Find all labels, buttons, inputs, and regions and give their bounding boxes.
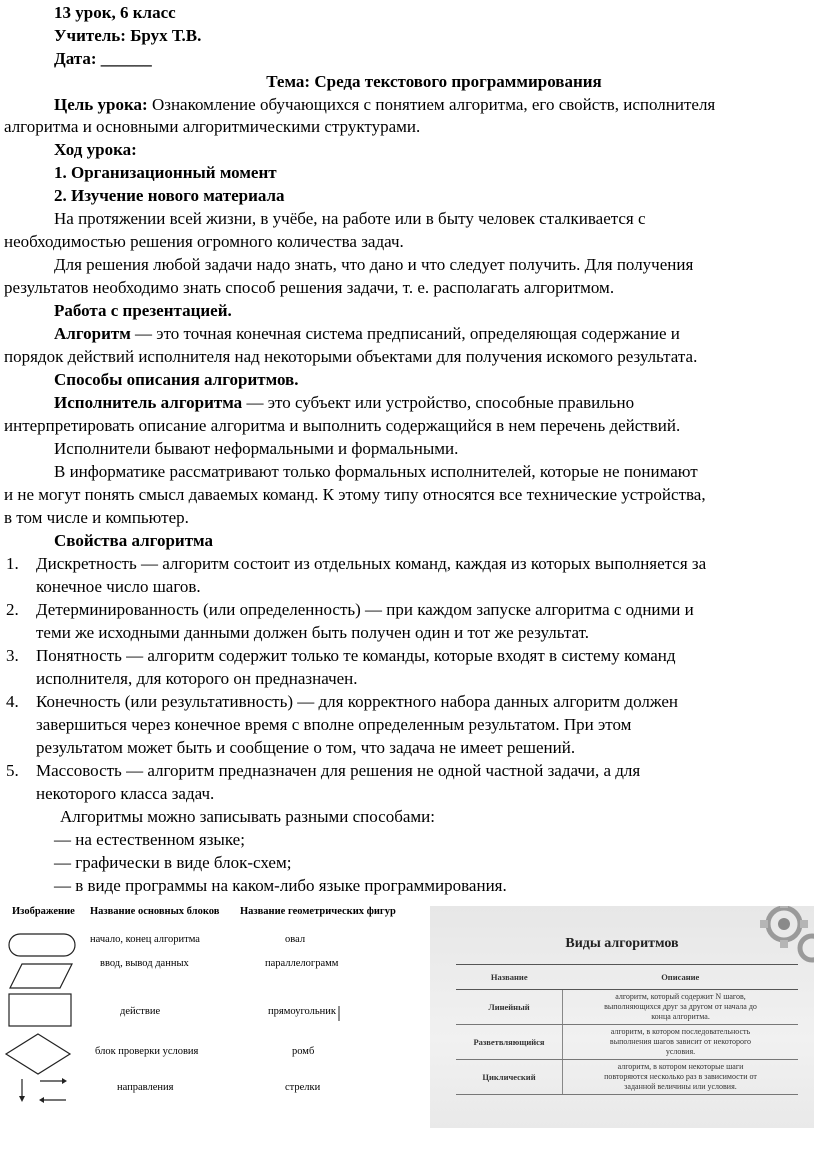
property-text: Детерминированность (или определенность) — при каждом запуске алгоритма с одними и: [36, 600, 694, 619]
goal-text-line2: алгоритма и основными алгоритмическими структурами.: [4, 117, 421, 136]
oval-shape: [9, 934, 75, 956]
figure-name: прямоугольник: [268, 1006, 336, 1017]
figure-name: параллелограмм: [265, 958, 339, 969]
description-line: выполнения шагов зависит от некоторого: [609, 1037, 752, 1046]
presentation-heading: Работа с презентацией.: [54, 301, 232, 320]
properties-heading: Свойства алгоритма: [54, 531, 214, 550]
ways-intro: Алгоритмы можно записывать разными способами:: [60, 807, 436, 826]
block-name: действие: [120, 1006, 161, 1017]
flowchart-blocks-figure: [0, 896, 410, 1126]
rhombus-shape: [6, 1034, 70, 1074]
figure-name: ромб: [292, 1046, 315, 1057]
property-text-cont: результатом может быть и сообщение о том, что задача не имеет решений.: [36, 738, 576, 757]
goal-paragraph: [54, 94, 715, 116]
description-line: условия.: [665, 1047, 696, 1056]
table-row: [456, 1025, 798, 1060]
description-line: выполняющихся друг за другом от начала до: [604, 1002, 757, 1011]
algorithm-types-slide: [430, 906, 814, 1128]
rectangle-shape: [9, 994, 71, 1026]
property-text: Конечность (или результативность) — для корректного набора данных алгоритм должен: [36, 692, 678, 711]
informatics-line3: в том числе и компьютер.: [4, 508, 189, 527]
description-line: алгоритм, в котором некоторые шаги: [617, 1062, 744, 1071]
algorithm-type-description: [563, 990, 799, 1025]
property-text-cont: некоторого класса задач.: [36, 784, 215, 803]
description-line: алгоритм, который содержит N шагов,: [615, 992, 746, 1001]
paragraph-1-line2: необходимостью решения огромного количества задач.: [4, 232, 404, 251]
list-number: 2.: [6, 600, 19, 619]
paragraph-2-line1: Для решения любой задачи надо знать, что дано и что следует получить. Для получения: [54, 255, 694, 274]
algorithm-term: Алгоритм: [54, 324, 131, 343]
executor-term: Исполнитель алгоритма: [54, 393, 243, 412]
header-block-name: Название основных блоков: [90, 906, 220, 917]
header-figure-name: Название геометрических фигур: [240, 906, 396, 917]
figure-name: стрелки: [285, 1082, 321, 1093]
list-number: 5.: [6, 761, 19, 780]
lesson-date: Дата: ______: [54, 49, 152, 68]
executor-types: Исполнители бывают неформальными и формальными.: [54, 439, 459, 458]
progress-title: Ход урока:: [54, 140, 137, 159]
property-text-cont: конечное число шагов.: [36, 577, 201, 596]
lesson-number: 13 урок, 6 класс: [54, 3, 176, 22]
lesson-topic: Тема: Среда текстового программирования: [266, 72, 602, 91]
informatics-line2: и не могут понять смысл даваемых команд. К этому типу относятся все технические устройства,: [4, 485, 706, 504]
list-number: 4.: [6, 692, 19, 711]
way-flowchart: — графически в виде блок-схем;: [54, 853, 292, 872]
algorithm-definition-line2: порядок действий исполнителя над некоторыми объектами для получения искомого результата.: [4, 347, 698, 366]
property-text-cont: теми же исходными данными должен быть получен один и тот же результат.: [36, 623, 590, 642]
column-header-name: Название: [456, 965, 563, 990]
algorithm-types-table: [456, 964, 798, 1095]
block-name: начало, конец алгоритма: [90, 934, 200, 945]
goal-text-line1: Ознакомление обучающихся с понятием алгоритма, его свойств, исполнителя: [147, 95, 716, 114]
parallelogram-shape: [10, 964, 72, 988]
description-line: заданной величины или условия.: [624, 1082, 737, 1091]
step-new-material: 2. Изучение нового материала: [54, 186, 285, 205]
table-row: [456, 990, 798, 1025]
column-header-description: Описание: [563, 965, 799, 990]
paragraph-2-line2: результатов необходимо знать способ решения задачи, т. е. располагать алгоритмом.: [4, 278, 615, 297]
step-organizational: 1. Организационный момент: [54, 163, 277, 182]
paragraph-1-line1: На протяжении всей жизни, в учёбе, на работе или в быту человек сталкивается с: [54, 209, 646, 228]
property-text: Массовость — алгоритм предназначен для решения не одной частной задачи, а для: [36, 761, 641, 780]
property-text: Понятность — алгоритм содержит только те команды, которые входят в систему команд: [36, 646, 676, 665]
way-program: — в виде программы на каком-либо языке программирования.: [54, 876, 507, 895]
description-line: повторяются несколько раз в зависимости от: [604, 1072, 757, 1081]
way-natural-language: — на естественном языке;: [54, 830, 245, 849]
list-number: 1.: [6, 554, 19, 573]
algorithm-definition-text: — это точная конечная система предписаний, определяющая содержание и: [130, 324, 680, 343]
executor-definition-text: — это субъект или устройство, способные правильно: [242, 393, 635, 412]
header-image: Изображение: [12, 906, 75, 917]
methods-heading: Способы описания алгоритмов.: [54, 370, 299, 389]
slide-title: Виды алгоритмов: [565, 936, 679, 951]
block-name: ввод, вывод данных: [100, 958, 189, 969]
figure-name: овал: [285, 934, 306, 945]
flowchart-shapes: [0, 896, 410, 1126]
block-name: блок проверки условия: [95, 1046, 199, 1057]
block-name: направления: [117, 1082, 174, 1093]
list-number: 3.: [6, 646, 19, 665]
goal-label: Цель урока:: [54, 95, 148, 114]
algorithm-type-description: [563, 1025, 799, 1060]
description-line: конца алгоритма.: [651, 1012, 710, 1021]
algorithm-type-name: Циклический: [456, 1060, 563, 1095]
algorithm-type-description: [563, 1060, 799, 1095]
algorithm-type-name: Линейный: [456, 990, 563, 1025]
property-text-cont: исполнителя, для которого он предназначен.: [36, 669, 358, 688]
property-text-cont: завершиться через конечное время с вполне определенным результатом. При этом: [36, 715, 632, 734]
teacher-name: Учитель: Брух Т.В.: [54, 26, 202, 45]
algorithm-type-name: Разветвляющийся: [456, 1025, 563, 1060]
informatics-line1: В информатике рассматривают только формальных исполнителей, которые не понимают: [54, 462, 698, 481]
executor-definition-line1: [54, 392, 634, 414]
property-text: Дискретность — алгоритм состоит из отдельных команд, каждая из которых выполняется за: [36, 554, 707, 573]
table-row: [456, 1060, 798, 1095]
description-line: алгоритм, в котором последовательность: [610, 1027, 751, 1036]
executor-definition-line2: интерпретировать описание алгоритма и выполнить содержащийся в нем перечень действий.: [4, 416, 681, 435]
algorithm-definition-line1: [54, 323, 680, 345]
